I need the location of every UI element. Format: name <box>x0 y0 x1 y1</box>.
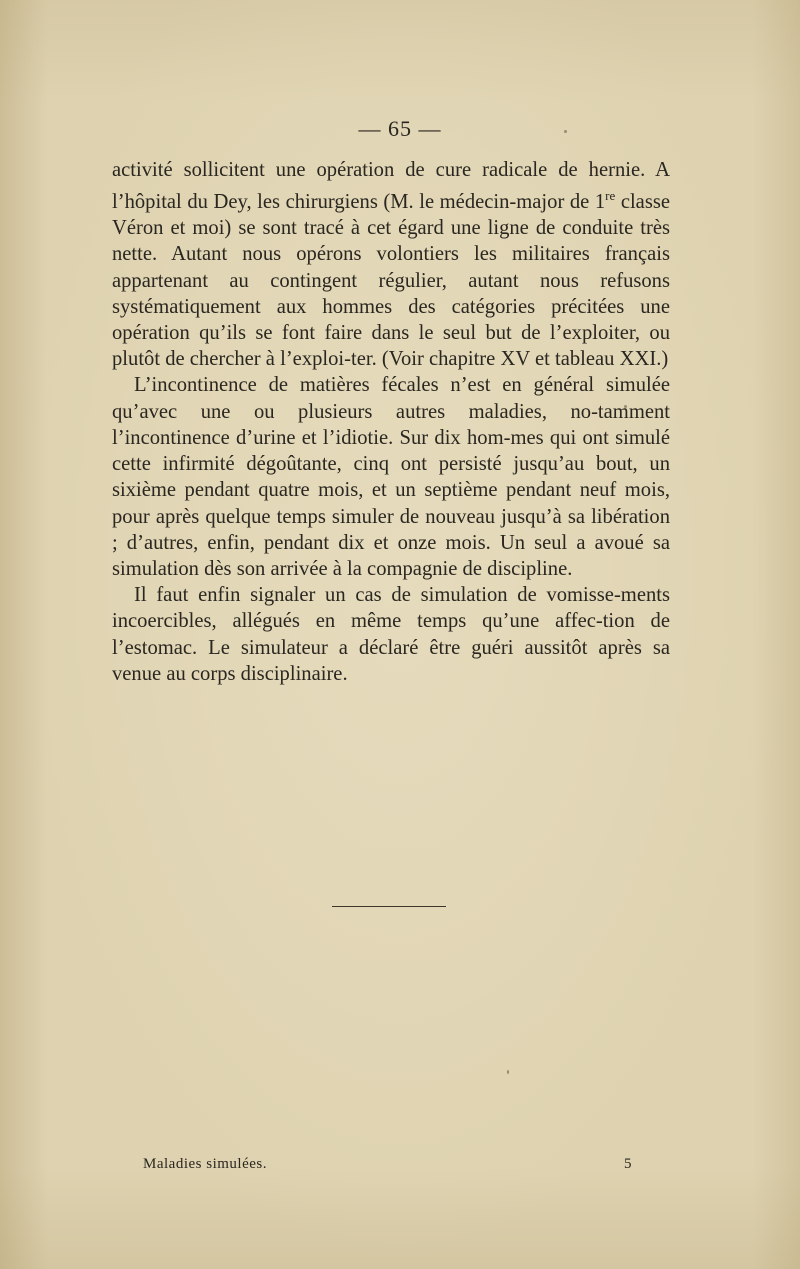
signature-mark: Maladies simulées. <box>143 1156 267 1172</box>
paragraph-3-text: Il faut enfin signaler un cas de simulation de vomisse-ments incoercibles, allégués en même temps qu’une affec-tion de l’estomac. Le simulateur a déclaré être guéri aussitôt après sa venue au corps disciplinaire. <box>112 584 670 685</box>
ordinal-superscript: re <box>605 188 616 204</box>
paragraph-1 <box>112 157 670 372</box>
paragraph-2 <box>112 372 670 582</box>
sheet-number: 5 <box>624 1156 632 1172</box>
paper-speck <box>507 1070 509 1074</box>
paragraph-3 <box>112 582 670 687</box>
paragraph-1-text: activité sollicitent une opération de cure radicale de hernie. A l’hôpital du Dey, les chirurgiens (M. le médecin-major de 1re classe Véron et moi) se sont tracé à cet égard une ligne de conduite très nette. Autant nous opérons volontiers les militaires français appartenant au contingent régulier, autant nous refusons systématiquement aux hommes des catégories précitées une opération qu’ils se font faire dans le seul but de l’exploiter, ou plutôt de chercher à l’exploi-ter. (Voir chapitre XV et tableau XXI.) <box>112 159 670 371</box>
paragraph-2-text: L’incontinence de matières fécales n’est en général simulée qu’avec une ou plusieurs autres maladies, no-tamment l’incontinence d’urine et l’idiotie. Sur dix hom-mes qui ont simulé cette infirmité dégoûtante, cinq ont persisté jusqu’au bout, un sixième pendant quatre mois, et un septième pendant neuf mois, pour après quelque temps simuler de nouveau jusqu’à sa libération ; d’autres, enfin, pendant dix et onze mois. Un seul a avoué sa simulation dès son arrivée à la compagnie de discipline. <box>112 374 670 580</box>
section-divider-rule <box>332 906 446 907</box>
body-text <box>112 157 670 687</box>
page-number: — 65 — <box>358 116 442 141</box>
paper-speck <box>624 405 627 408</box>
paper-speck <box>564 130 567 133</box>
